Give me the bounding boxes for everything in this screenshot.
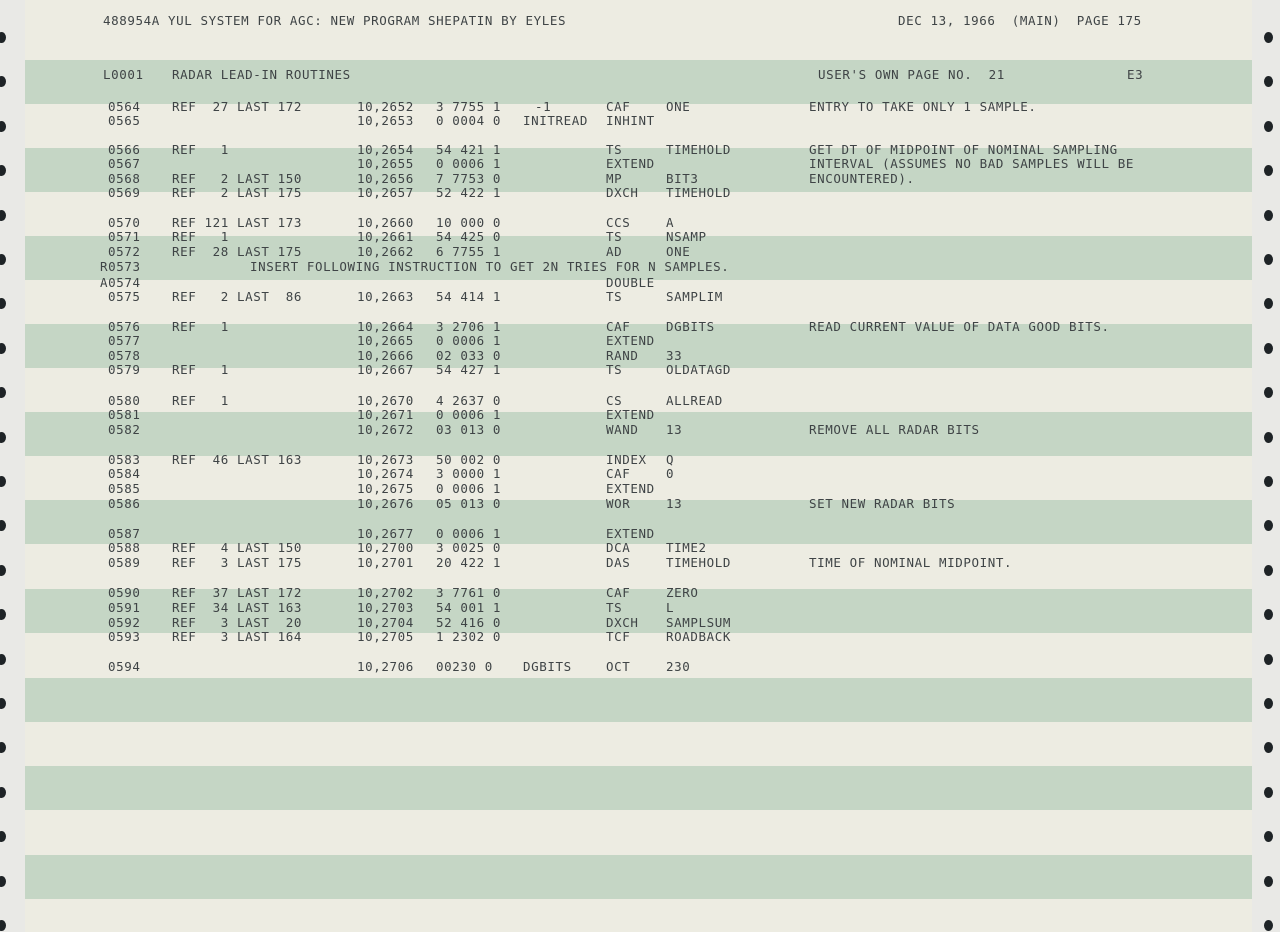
line-octal-word: 54 425 0 xyxy=(436,229,502,244)
line-address: 10,2676 xyxy=(357,496,414,511)
sprocket-hole xyxy=(0,32,6,43)
sprocket-hole xyxy=(0,387,6,398)
sprocket-hole xyxy=(1264,254,1273,265)
line-opcode: DXCH xyxy=(606,615,639,630)
line-octal-word: 00230 0 xyxy=(436,659,493,674)
line-operand: TIMEHOLD xyxy=(666,185,732,200)
line-opcode: EXTEND xyxy=(606,407,655,422)
line-sequence: 0565 xyxy=(108,113,141,128)
line-octal-word: 3 2706 1 xyxy=(436,319,502,334)
line-comment: READ CURRENT VALUE OF DATA GOOD BITS. xyxy=(809,319,1110,334)
line-address: 10,2652 xyxy=(357,99,414,114)
line-location: DGBITS xyxy=(523,659,572,674)
line-opcode: CS xyxy=(606,393,623,408)
sprocket-hole xyxy=(0,520,6,531)
line-address: 10,2664 xyxy=(357,319,414,334)
line-octal-word: 3 0025 0 xyxy=(436,540,502,555)
line-sequence: 0579 xyxy=(108,362,141,377)
line-operand: BIT3 xyxy=(666,171,699,186)
line-opcode: INDEX xyxy=(606,452,647,467)
line-opcode: CAF xyxy=(606,99,631,114)
sprocket-hole xyxy=(0,742,6,753)
line-address: 10,2662 xyxy=(357,244,414,259)
line-ref: REF 1 xyxy=(172,319,229,334)
line-sequence: 0593 xyxy=(108,629,141,644)
page-header-date: DEC 13, 1966 (MAIN) PAGE 175 xyxy=(898,13,1142,28)
sprocket-hole xyxy=(0,698,6,709)
line-opcode: CCS xyxy=(606,215,631,230)
line-address: 10,2653 xyxy=(357,113,414,128)
line-octal-word: 05 013 0 xyxy=(436,496,502,511)
sprocket-hole xyxy=(1264,343,1273,354)
line-address: 10,2702 xyxy=(357,585,414,600)
sprocket-hole xyxy=(1264,476,1273,487)
sprocket-hole xyxy=(1264,165,1273,176)
line-opcode: TS xyxy=(606,229,623,244)
line-address: 10,2674 xyxy=(357,466,414,481)
line-ref: REF 1 xyxy=(172,229,229,244)
line-opcode: TS xyxy=(606,362,623,377)
line-comment: REMOVE ALL RADAR BITS xyxy=(809,422,980,437)
line-octal-word: 4 2637 0 xyxy=(436,393,502,408)
line-sequence: R0573 xyxy=(100,259,141,274)
line-address: 10,2666 xyxy=(357,348,414,363)
line-opcode: DAS xyxy=(606,555,631,570)
line-sequence: 0591 xyxy=(108,600,141,615)
sprocket-hole xyxy=(0,254,6,265)
line-octal-word: 54 421 1 xyxy=(436,142,502,157)
sprocket-hole xyxy=(1264,432,1273,443)
line-opcode: DCA xyxy=(606,540,631,555)
line-sequence: 0590 xyxy=(108,585,141,600)
line-ref: REF 121 LAST 173 xyxy=(172,215,303,230)
line-ref: REF 4 LAST 150 xyxy=(172,540,303,555)
line-octal-word: 7 7753 0 xyxy=(436,171,502,186)
line-sequence: 0570 xyxy=(108,215,141,230)
line-ref: REF 2 LAST 150 xyxy=(172,171,303,186)
line-ref: REF 1 xyxy=(172,393,229,408)
line-sequence: 0569 xyxy=(108,185,141,200)
user-page-number: USER'S OWN PAGE NO. 21 xyxy=(818,67,1005,82)
line-operand: TIMEHOLD xyxy=(666,142,732,157)
line-address: 10,2672 xyxy=(357,422,414,437)
line-address: 10,2701 xyxy=(357,555,414,570)
sprocket-hole xyxy=(1264,609,1273,620)
line-opcode: TS xyxy=(606,600,623,615)
line-opcode: EXTEND xyxy=(606,156,655,171)
line-operand: 33 xyxy=(666,348,683,363)
left-tractor-strip xyxy=(0,0,25,932)
line-operand: 0 xyxy=(666,466,675,481)
line-operand: SAMPLSUM xyxy=(666,615,732,630)
line-sequence: 0583 xyxy=(108,452,141,467)
line-address: 10,2703 xyxy=(357,600,414,615)
sprocket-hole xyxy=(0,76,6,87)
line-sequence: 0594 xyxy=(108,659,141,674)
line-address: 10,2704 xyxy=(357,615,414,630)
line-operand: ROADBACK xyxy=(666,629,732,644)
line-comment: SET NEW RADAR BITS xyxy=(809,496,956,511)
sprocket-hole xyxy=(1264,32,1273,43)
sprocket-hole xyxy=(1264,298,1273,309)
line-location: -1 xyxy=(535,99,552,114)
line-operand: ONE xyxy=(666,244,691,259)
sprocket-hole xyxy=(0,831,6,842)
line-ref: REF 46 LAST 163 xyxy=(172,452,303,467)
section-title: RADAR LEAD-IN ROUTINES xyxy=(172,67,351,82)
sprocket-hole xyxy=(0,787,6,798)
sprocket-hole xyxy=(1264,787,1273,798)
line-address: 10,2705 xyxy=(357,629,414,644)
sprocket-hole xyxy=(0,876,6,887)
line-octal-word: 54 414 1 xyxy=(436,289,502,304)
greenbar-band xyxy=(25,678,1252,722)
line-octal-word: 6 7755 1 xyxy=(436,244,502,259)
line-sequence: 0592 xyxy=(108,615,141,630)
line-operand: ZERO xyxy=(666,585,699,600)
line-operand: TIME2 xyxy=(666,540,707,555)
line-sequence: 0587 xyxy=(108,526,141,541)
line-operand: A xyxy=(666,215,675,230)
line-ref: REF 28 LAST 175 xyxy=(172,244,303,259)
line-octal-word: 52 416 0 xyxy=(436,615,502,630)
line-operand: 230 xyxy=(666,659,691,674)
sprocket-hole xyxy=(0,654,6,665)
line-opcode: DXCH xyxy=(606,185,639,200)
line-sequence: 0567 xyxy=(108,156,141,171)
line-address: 10,2657 xyxy=(357,185,414,200)
line-comment: TIME OF NOMINAL MIDPOINT. xyxy=(809,555,1013,570)
sprocket-hole xyxy=(1264,565,1273,576)
line-octal-word: 1 2302 0 xyxy=(436,629,502,644)
line-address: 10,2673 xyxy=(357,452,414,467)
line-sequence: 0589 xyxy=(108,555,141,570)
line-opcode: OCT xyxy=(606,659,631,674)
line-octal-word: 0 0006 1 xyxy=(436,156,502,171)
line-address: 10,2654 xyxy=(357,142,414,157)
line-operand: DGBITS xyxy=(666,319,715,334)
sprocket-hole xyxy=(1264,742,1273,753)
line-octal-word: 52 422 1 xyxy=(436,185,502,200)
line-operand: Q xyxy=(666,452,675,467)
line-octal-word: 02 033 0 xyxy=(436,348,502,363)
line-octal-word: 0 0006 1 xyxy=(436,333,502,348)
line-opcode: MP xyxy=(606,171,623,186)
sprocket-hole xyxy=(0,298,6,309)
line-octal-word: 0 0006 1 xyxy=(436,407,502,422)
line-opcode: EXTEND xyxy=(606,333,655,348)
sprocket-hole xyxy=(1264,654,1273,665)
line-octal-word: 3 7755 1 xyxy=(436,99,502,114)
line-ref: REF 27 LAST 172 xyxy=(172,99,303,114)
line-octal-word: 0 0004 0 xyxy=(436,113,502,128)
line-sequence: 0566 xyxy=(108,142,141,157)
line-address: 10,2671 xyxy=(357,407,414,422)
line-octal-word: 54 001 1 xyxy=(436,600,502,615)
line-octal-word: 3 7761 0 xyxy=(436,585,502,600)
line-address: 10,2656 xyxy=(357,171,414,186)
section-code: E3 xyxy=(1127,67,1144,82)
sprocket-hole xyxy=(0,210,6,221)
line-address: 10,2675 xyxy=(357,481,414,496)
line-sequence: 0571 xyxy=(108,229,141,244)
line-operand: NSAMP xyxy=(666,229,707,244)
line-octal-word: 50 002 0 xyxy=(436,452,502,467)
line-ref: REF 3 LAST 164 xyxy=(172,629,303,644)
sprocket-hole xyxy=(0,343,6,354)
line-ref: REF 3 LAST 20 xyxy=(172,615,303,630)
section-log-number: L0001 xyxy=(103,67,144,82)
line-ref: REF 1 xyxy=(172,362,229,377)
line-opcode: RAND xyxy=(606,348,639,363)
line-opcode: WOR xyxy=(606,496,631,511)
line-operand: L xyxy=(666,600,675,615)
right-tractor-strip xyxy=(1252,0,1280,932)
line-operand: 13 xyxy=(666,422,683,437)
line-sequence: 0580 xyxy=(108,393,141,408)
line-sequence: 0576 xyxy=(108,319,141,334)
line-comment: INTERVAL (ASSUMES NO BAD SAMPLES WILL BE xyxy=(809,156,1135,171)
line-sequence: 0575 xyxy=(108,289,141,304)
line-opcode: TCF xyxy=(606,629,631,644)
line-opcode: AD xyxy=(606,244,623,259)
line-opcode: EXTEND xyxy=(606,481,655,496)
line-comment: GET DT OF MIDPOINT OF NOMINAL SAMPLING xyxy=(809,142,1118,157)
line-operand: ALLREAD xyxy=(666,393,723,408)
line-address: 10,2700 xyxy=(357,540,414,555)
line-sequence: 0588 xyxy=(108,540,141,555)
sprocket-hole xyxy=(0,165,6,176)
line-octal-word: 10 000 0 xyxy=(436,215,502,230)
line-ref: REF 37 LAST 172 xyxy=(172,585,303,600)
line-opcode: TS xyxy=(606,142,623,157)
sprocket-hole xyxy=(1264,121,1273,132)
line-ref: REF 3 LAST 175 xyxy=(172,555,303,570)
greenbar-band xyxy=(25,855,1252,899)
line-sequence: 0577 xyxy=(108,333,141,348)
page-header-title: 488954A YUL SYSTEM FOR AGC: NEW PROGRAM SHEPATIN BY EYLES xyxy=(103,13,567,28)
line-ref: REF 34 LAST 163 xyxy=(172,600,303,615)
greenbar-band xyxy=(25,766,1252,810)
line-sequence: 0578 xyxy=(108,348,141,363)
line-operand: SAMPLIM xyxy=(666,289,723,304)
line-ref: REF 2 LAST 86 xyxy=(172,289,303,304)
line-location: INITREAD xyxy=(523,113,589,128)
line-address: 10,2667 xyxy=(357,362,414,377)
line-sequence: 0568 xyxy=(108,171,141,186)
line-sequence: A0574 xyxy=(100,275,141,290)
sprocket-hole xyxy=(0,121,6,132)
line-opcode: CAF xyxy=(606,319,631,334)
line-address: 10,2660 xyxy=(357,215,414,230)
sprocket-hole xyxy=(1264,210,1273,221)
line-address: 10,2663 xyxy=(357,289,414,304)
line-octal-word: 0 0006 1 xyxy=(436,481,502,496)
sprocket-hole xyxy=(1264,387,1273,398)
line-address: 10,2706 xyxy=(357,659,414,674)
line-sequence: 0564 xyxy=(108,99,141,114)
line-address: 10,2670 xyxy=(357,393,414,408)
line-address: 10,2655 xyxy=(357,156,414,171)
line-opcode: EXTEND xyxy=(606,526,655,541)
line-opcode: CAF xyxy=(606,585,631,600)
line-sequence: 0582 xyxy=(108,422,141,437)
sprocket-hole xyxy=(1264,698,1273,709)
line-sequence: 0585 xyxy=(108,481,141,496)
line-operand: TIMEHOLD xyxy=(666,555,732,570)
line-opcode: CAF xyxy=(606,466,631,481)
sprocket-hole xyxy=(0,609,6,620)
line-comment: ENCOUNTERED). xyxy=(809,171,915,186)
line-ref: REF 1 xyxy=(172,142,229,157)
line-sequence: 0586 xyxy=(108,496,141,511)
line-opcode: TS xyxy=(606,289,623,304)
line-sequence: 0584 xyxy=(108,466,141,481)
line-sequence: 0581 xyxy=(108,407,141,422)
sprocket-hole xyxy=(1264,831,1273,842)
line-opcode: DOUBLE xyxy=(606,275,655,290)
sprocket-hole xyxy=(0,565,6,576)
line-operand: ONE xyxy=(666,99,691,114)
sprocket-hole xyxy=(1264,76,1273,87)
line-address: 10,2665 xyxy=(357,333,414,348)
sprocket-hole xyxy=(1264,920,1273,931)
line-sequence: 0572 xyxy=(108,244,141,259)
sprocket-hole xyxy=(0,476,6,487)
sprocket-hole xyxy=(0,432,6,443)
line-opcode: INHINT xyxy=(606,113,655,128)
line-octal-word: 54 427 1 xyxy=(436,362,502,377)
line-remark: INSERT FOLLOWING INSTRUCTION TO GET 2N TRIES FOR N SAMPLES. xyxy=(250,259,730,274)
line-octal-word: 20 422 1 xyxy=(436,555,502,570)
line-ref: REF 2 LAST 175 xyxy=(172,185,303,200)
line-operand: 13 xyxy=(666,496,683,511)
line-octal-word: 03 013 0 xyxy=(436,422,502,437)
line-operand: OLDATAGD xyxy=(666,362,732,377)
line-address: 10,2677 xyxy=(357,526,414,541)
sprocket-hole xyxy=(0,920,6,931)
line-octal-word: 0 0006 1 xyxy=(436,526,502,541)
sprocket-hole xyxy=(1264,876,1273,887)
line-opcode: WAND xyxy=(606,422,639,437)
line-octal-word: 3 0000 1 xyxy=(436,466,502,481)
line-comment: ENTRY TO TAKE ONLY 1 SAMPLE. xyxy=(809,99,1037,114)
line-address: 10,2661 xyxy=(357,229,414,244)
sprocket-hole xyxy=(1264,520,1273,531)
